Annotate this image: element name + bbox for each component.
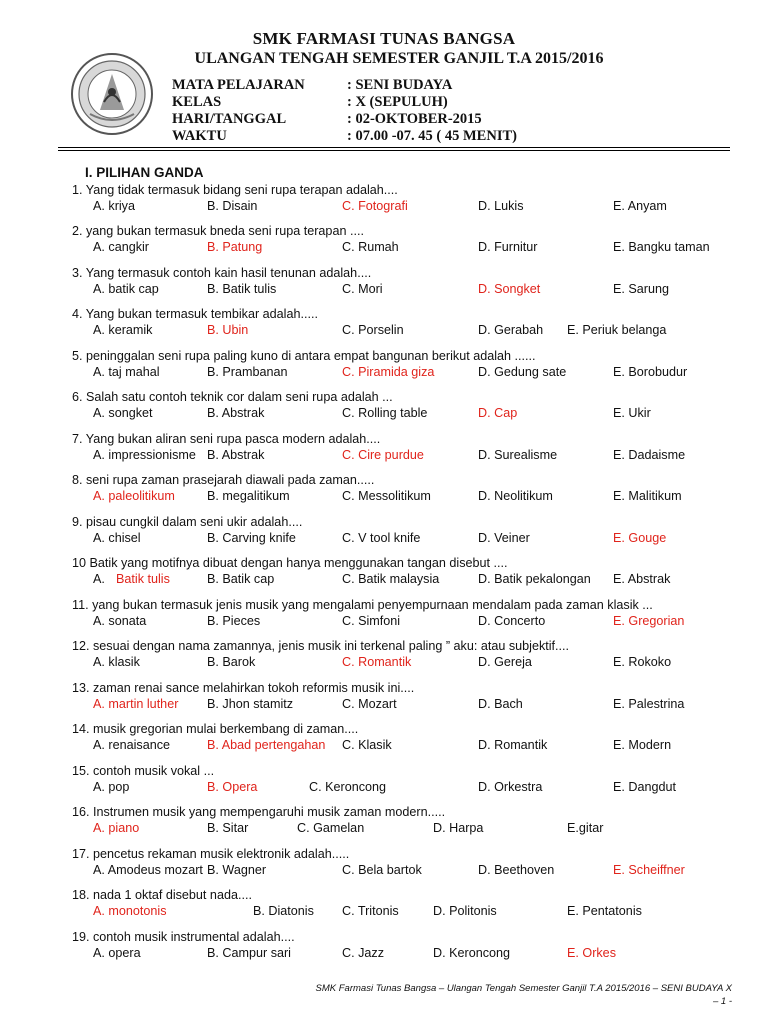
- question-item: [0, 183, 768, 223]
- info-label: HARI/TANGGAL: [172, 111, 287, 127]
- answer-option: D. Keroncong: [433, 946, 511, 960]
- answer-option: C. Rumah: [342, 240, 399, 254]
- question-item: [0, 556, 768, 596]
- answer-option: C. Gamelan: [297, 821, 365, 835]
- answer-option: A. opera: [93, 946, 141, 960]
- question-item: [0, 349, 768, 389]
- exam-title: ULANGAN TENGAH SEMESTER GANJIL T.A 2015/2016: [194, 50, 604, 67]
- answer-option-correct: E. Orkes: [567, 946, 616, 960]
- answer-option: E. Palestrina: [613, 697, 685, 711]
- answer-option: C. Mori: [342, 282, 383, 296]
- answer-option: C. V tool knife: [342, 531, 421, 545]
- answer-option: E. Dadaisme: [613, 448, 686, 462]
- answer-option: B. Disain: [207, 199, 258, 213]
- answer-option: C. Klasik: [342, 738, 392, 752]
- answer-option: B. Pieces: [207, 614, 261, 628]
- answer-option-correct: B. Abad pertengahan: [207, 738, 326, 752]
- answer-option: D. Gedung sate: [478, 365, 567, 379]
- answer-option: C. Simfoni: [342, 614, 401, 628]
- section-heading: I. PILIHAN GANDA: [85, 165, 204, 180]
- answer-option: B. Batik tulis: [207, 282, 277, 296]
- answer-option: E. Rokoko: [613, 655, 672, 669]
- question-stem: 15. contoh musik vokal ...: [72, 764, 215, 778]
- answer-option: D. Gereja: [478, 655, 532, 669]
- answer-option: E.gitar: [567, 821, 604, 835]
- answer-option: A. cangkir: [93, 240, 149, 254]
- answer-option: C. Messolitikum: [342, 489, 431, 503]
- answer-option: A. keramik: [93, 323, 153, 337]
- question-item: [0, 930, 768, 970]
- answer-option: B. Sitar: [207, 821, 249, 835]
- answer-option: C. Mozart: [342, 697, 397, 711]
- answer-option-correct: C. Cire purdue: [342, 448, 424, 462]
- answer-option-correct: A. paleolitikum: [93, 489, 175, 503]
- answer-option: C. Batik malaysia: [342, 572, 440, 586]
- answer-option: E. Periuk belanga: [567, 323, 667, 337]
- info-label: WAKTU: [172, 128, 227, 144]
- page-number: – 1 -: [712, 996, 732, 1007]
- school-name: SMK FARMASI TUNAS BANGSA: [252, 29, 516, 48]
- question-stem: 11. yang bukan termasuk jenis musik yang mengalami penyempurnaan mendalam pada zaman klasik ...: [72, 598, 653, 612]
- answer-option: A. klasik: [93, 655, 140, 669]
- answer-option: B. Wagner: [207, 863, 267, 877]
- answer-option: A.: [93, 572, 105, 586]
- question-stem: 14. musik gregorian mulai berkembang di zaman....: [72, 722, 359, 736]
- answer-option: D. Furnitur: [478, 240, 538, 254]
- question-stem: 3. Yang termasuk contoh kain hasil tenunan adalah....: [72, 266, 372, 280]
- info-value: : 02-OKTOBER-2015: [347, 111, 482, 127]
- answer-option: D. Lukis: [478, 199, 524, 213]
- answer-option: A. taj mahal: [93, 365, 160, 379]
- info-label: MATA PELAJARAN: [172, 77, 305, 93]
- question-stem: 6. Salah satu contoh teknik cor dalam seni rupa adalah ...: [72, 390, 393, 404]
- question-stem: 2. yang bukan termasuk bneda seni rupa terapan ....: [72, 224, 364, 238]
- answer-option: D. Surealisme: [478, 448, 558, 462]
- answer-option-correct: B. Ubin: [207, 323, 249, 337]
- answer-option-correct: E. Gouge: [613, 531, 667, 545]
- page-footer: [316, 982, 732, 1008]
- question-stem: 5. peninggalan seni rupa paling kuno di antara empat bangunan berikut adalah ......: [72, 349, 536, 363]
- question-stem: 16. Instrumen musik yang mempengaruhi musik zaman modern.....: [72, 805, 446, 819]
- answer-option: B. Campur sari: [207, 946, 291, 960]
- question-stem: 1. Yang tidak termasuk bidang seni rupa terapan adalah....: [72, 183, 398, 197]
- question-item: [0, 847, 768, 887]
- answer-option: B. Barok: [207, 655, 256, 669]
- info-value: : X (SEPULUH): [347, 94, 448, 110]
- answer-option: D. Harpa: [433, 821, 484, 835]
- question-stem: 18. nada 1 oktaf disebut nada....: [72, 888, 252, 902]
- question-item: [0, 432, 768, 472]
- answer-option-correct: D. Cap: [478, 406, 518, 420]
- answer-option: D. Neolitikum: [478, 489, 553, 503]
- answer-option-correct: E. Gregorian: [613, 614, 685, 628]
- answer-option: B. megalitikum: [207, 489, 290, 503]
- question-item: [0, 266, 768, 306]
- info-value: : SENI BUDAYA: [347, 77, 453, 93]
- answer-option: E. Malitikum: [613, 489, 682, 503]
- answer-option: A. songket: [93, 406, 153, 420]
- question-stem: 10 Batik yang motifnya dibuat dengan hanya menggunakan tangan disebut ....: [72, 556, 508, 570]
- answer-option: A. pop: [93, 780, 130, 794]
- answer-option: D. Bach: [478, 697, 523, 711]
- question-stem: 8. seni rupa zaman prasejarah diawali pada zaman.....: [72, 473, 375, 487]
- answer-option: B. Prambanan: [207, 365, 288, 379]
- info-value: : 07.00 -07. 45 ( 45 MENIT): [347, 128, 517, 144]
- question-item: [0, 515, 768, 555]
- header-divider: [58, 147, 730, 148]
- answer-option: A. chisel: [93, 531, 141, 545]
- answer-option-correct: A. martin luther: [93, 697, 179, 711]
- answer-option: A. impressionisme: [93, 448, 196, 462]
- answer-option: E. Abstrak: [613, 572, 671, 586]
- header-divider: [58, 150, 730, 151]
- answer-option: C. Porselin: [342, 323, 404, 337]
- question-item: [0, 224, 768, 264]
- question-stem: 4. Yang bukan termasuk tembikar adalah.....: [72, 307, 318, 321]
- answer-option: D. Veiner: [478, 531, 530, 545]
- answer-option: B. Jhon stamitz: [207, 697, 294, 711]
- answer-option: C. Tritonis: [342, 904, 399, 918]
- answer-option: D. Beethoven: [478, 863, 555, 877]
- answer-option-correct: A. piano: [93, 821, 140, 835]
- answer-option: E. Modern: [613, 738, 672, 752]
- answer-option-correct: C. Piramida giza: [342, 365, 435, 379]
- answer-option-correct: E. Scheiffner: [613, 863, 685, 877]
- answer-option-correct: A. monotonis: [93, 904, 167, 918]
- answer-option: D. Gerabah: [478, 323, 544, 337]
- question-item: [0, 805, 768, 845]
- info-label: KELAS: [172, 94, 222, 110]
- answer-option: E. Anyam: [613, 199, 667, 213]
- answer-option: A. renaisance: [93, 738, 171, 752]
- question-item: [0, 598, 768, 638]
- question-item: [0, 764, 768, 804]
- answer-option: B. Carving knife: [207, 531, 296, 545]
- answer-option: D. Concerto: [478, 614, 546, 628]
- question-stem: 19. contoh musik instrumental adalah....: [72, 930, 295, 944]
- question-stem: 13. zaman renai sance melahirkan tokoh reformis musik ini....: [72, 681, 415, 695]
- answer-option: C. Rolling table: [342, 406, 428, 420]
- question-item: [0, 888, 768, 928]
- answer-option: C. Jazz: [342, 946, 384, 960]
- answer-option: E. Ukir: [613, 406, 651, 420]
- answer-option-correct: C. Fotografi: [342, 199, 408, 213]
- answer-option: A. batik cap: [93, 282, 159, 296]
- answer-option: A. kriya: [93, 199, 135, 213]
- question-item: [0, 639, 768, 679]
- answer-option-correct: B. Opera: [207, 780, 258, 794]
- answer-option: E. Bangku taman: [613, 240, 710, 254]
- answer-option: B. Abstrak: [207, 406, 265, 420]
- answer-option: D. Orkestra: [478, 780, 543, 794]
- answer-option: E. Dangdut: [613, 780, 677, 794]
- answer-option: E. Sarung: [613, 282, 670, 296]
- question-stem: 12. sesuai dengan nama zamannya, jenis musik ini terkenal paling ” aku: atau subjektif....: [72, 639, 570, 653]
- answer-option-correct: Batik tulis: [116, 572, 170, 586]
- question-stem: 7. Yang bukan aliran seni rupa pasca modern adalah....: [72, 432, 381, 446]
- answer-option-correct: B. Patung: [207, 240, 263, 254]
- question-item: [0, 307, 768, 347]
- answer-option: E. Pentatonis: [567, 904, 642, 918]
- answer-option: B. Abstrak: [207, 448, 265, 462]
- answer-option-correct: C. Romantik: [342, 655, 412, 669]
- answer-option: B. Batik cap: [207, 572, 275, 586]
- answer-option: C. Keroncong: [309, 780, 387, 794]
- question-stem: 9. pisau cungkil dalam seni ukir adalah....: [72, 515, 303, 529]
- question-stem: 17. pencetus rekaman musik elektronik adalah.....: [72, 847, 350, 861]
- answer-option: D. Romantik: [478, 738, 548, 752]
- question-item: [0, 390, 768, 430]
- answer-option: D. Batik pekalongan: [478, 572, 591, 586]
- question-item: [0, 473, 768, 513]
- answer-option-correct: D. Songket: [478, 282, 541, 296]
- question-item: [0, 681, 768, 721]
- answer-option: C. Bela bartok: [342, 863, 422, 877]
- answer-option: E. Borobudur: [613, 365, 688, 379]
- footer-text: SMK Farmasi Tunas Bangsa – Ulangan Tengah Semester Ganjil T.A 2015/2016 – SENI BUDAYA X: [315, 983, 732, 994]
- answer-option: B. Diatonis: [253, 904, 314, 918]
- answer-option: D. Politonis: [433, 904, 497, 918]
- answer-option: A. sonata: [93, 614, 147, 628]
- question-item: [0, 722, 768, 762]
- answer-option: A. Amodeus mozart: [93, 863, 203, 877]
